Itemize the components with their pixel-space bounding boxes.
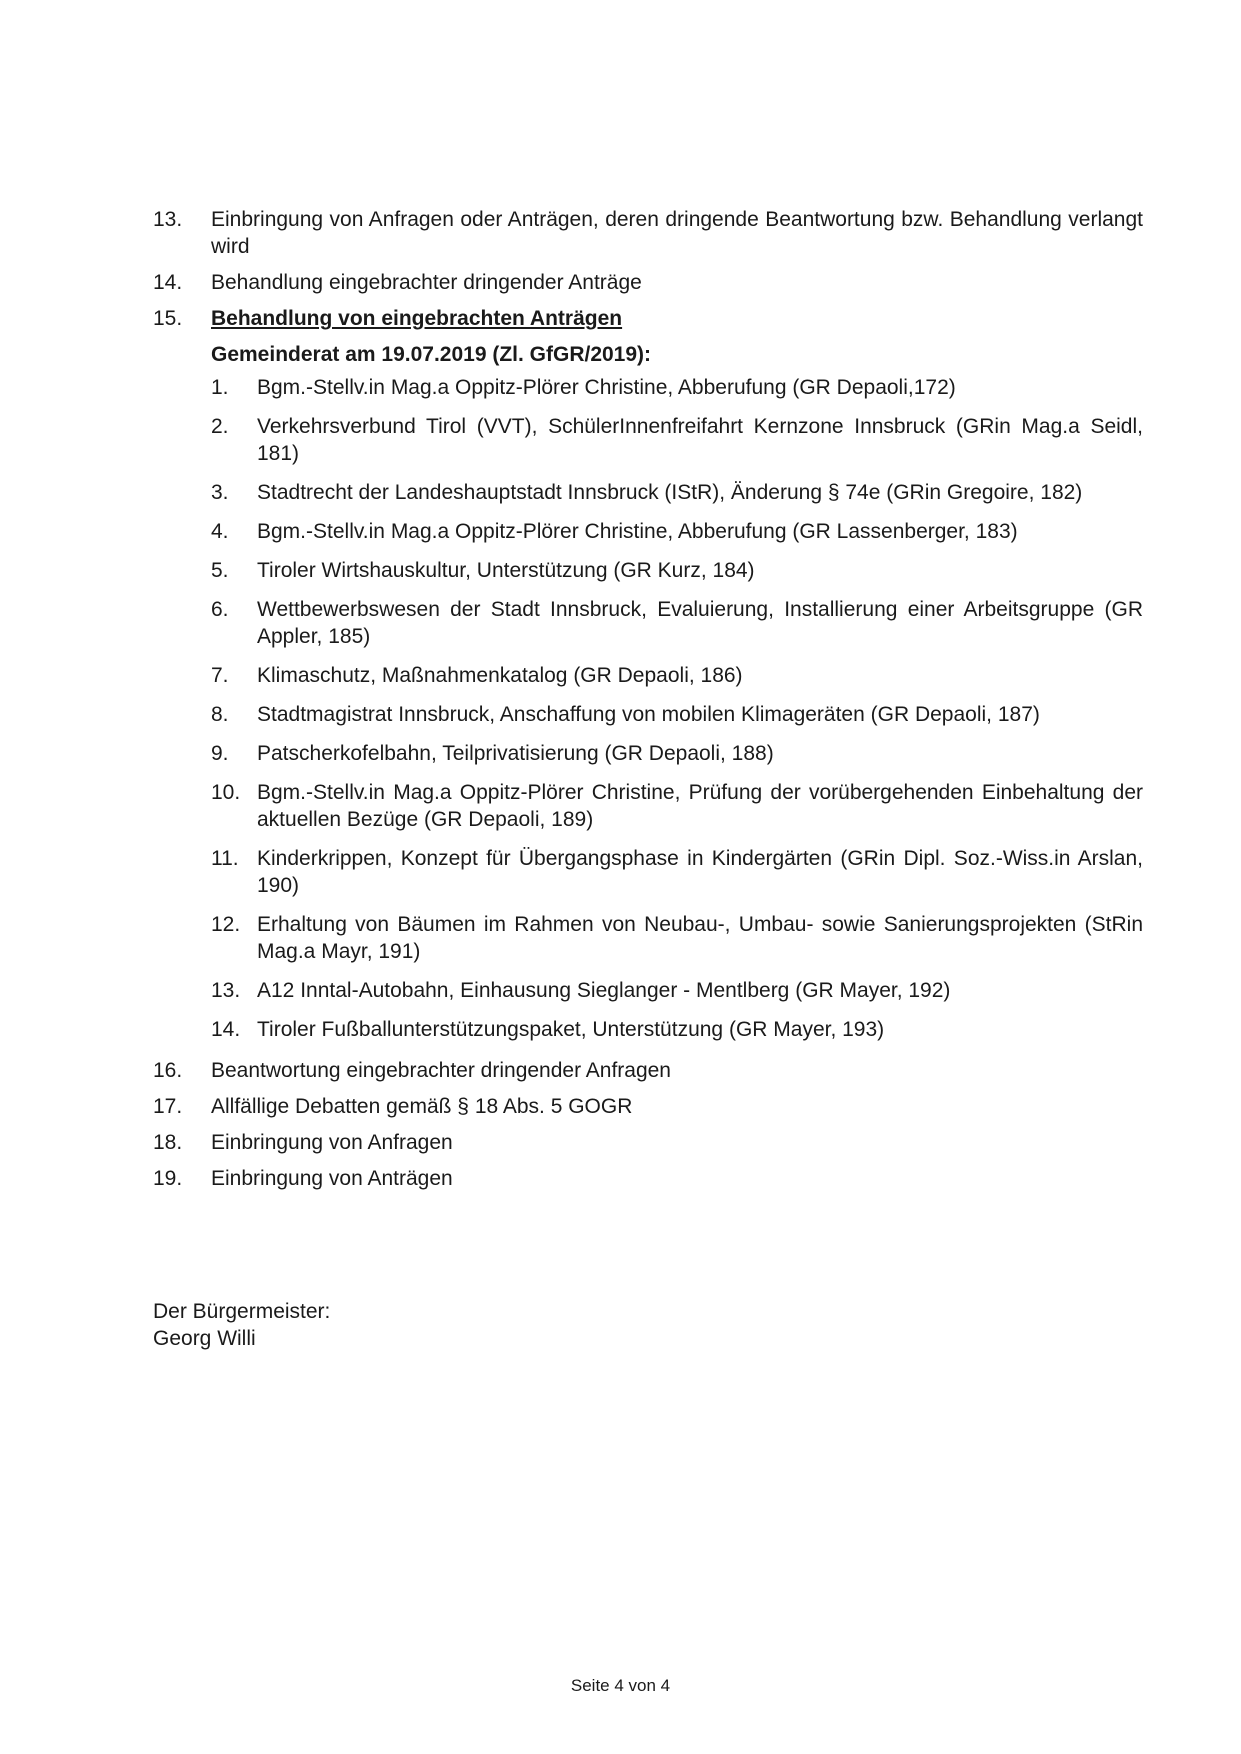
agenda-item-text: Allfällige Debatten gemäß § 18 Abs. 5 GOGR: [211, 1095, 633, 1118]
motion-text: Verkehrsverbund Tirol (VVT), SchülerInnenfreifahrt Kernzone Innsbruck (GRin Mag.a Seidl, 181): [257, 415, 1143, 465]
agenda-item-text: Einbringung von Anfragen oder Anträgen, deren dringende Beantwortung bzw. Behandlung verlangt wird: [211, 208, 1143, 258]
agenda-item-number: 18.: [153, 1131, 183, 1154]
motion-number: 1.: [211, 376, 229, 399]
agenda-item-text: Einbringung von Anfragen: [211, 1131, 453, 1154]
agenda-item-number: 15.: [153, 307, 183, 330]
signature-role: Der Bürgermeister:: [153, 1300, 331, 1323]
motion-item: [211, 845, 1143, 899]
agenda-item-number: 16.: [153, 1059, 183, 1082]
agenda-item-16: [153, 1057, 1143, 1084]
motion-number: 2.: [211, 415, 229, 438]
motion-item: [211, 413, 1143, 467]
motion-number: 7.: [211, 664, 229, 687]
signature-block: [153, 1298, 330, 1352]
motion-item: [211, 596, 1143, 650]
motion-item: [211, 374, 1143, 401]
motion-text: Patscherkofelbahn, Teilprivatisierung (GR Depaoli, 188): [257, 742, 774, 765]
motion-item: [211, 977, 1143, 1004]
signature-name: Georg Willi: [153, 1327, 256, 1350]
agenda-item-text: Behandlung eingebrachter dringender Anträge: [211, 271, 642, 294]
motions-list: [153, 374, 1143, 1043]
motion-number: 9.: [211, 742, 229, 765]
motion-number: 6.: [211, 598, 229, 621]
motion-text: Stadtmagistrat Innsbruck, Anschaffung von mobilen Klimageräten (GR Depaoli, 187): [257, 703, 1040, 726]
motion-number: 10.: [211, 781, 241, 804]
motion-item: [211, 911, 1143, 965]
motion-item: [211, 518, 1143, 545]
motion-number: 13.: [211, 979, 241, 1002]
motion-number: 8.: [211, 703, 229, 726]
motion-item: [211, 479, 1143, 506]
motion-item: [211, 1016, 1143, 1043]
agenda-item-19: [153, 1165, 1143, 1192]
section-title: Behandlung von eingebrachten Anträgen: [211, 307, 623, 330]
agenda-list: [153, 206, 1143, 1201]
motion-text: Tiroler Fußballunterstützungspaket, Unterstützung (GR Mayer, 193): [257, 1018, 885, 1041]
motion-item: [211, 662, 1143, 689]
agenda-item-text: Einbringung von Anträgen: [211, 1167, 453, 1190]
motion-text: Stadtrecht der Landeshauptstadt Innsbruck (IStR), Änderung § 74e (GRin Gregoire, 182): [257, 481, 1083, 504]
motion-item: [211, 557, 1143, 584]
agenda-item-18: [153, 1129, 1143, 1156]
motion-item: [211, 701, 1143, 728]
motion-text: Erhaltung von Bäumen im Rahmen von Neubau-, Umbau- sowie Sanierungsprojekten (StRin Mag.a Mayr, 191): [257, 913, 1143, 963]
agenda-item-number: 19.: [153, 1167, 183, 1190]
agenda-item-text: Beantwortung eingebrachter dringender Anfragen: [211, 1059, 671, 1082]
page-number: Seite 4 von 4: [570, 1676, 671, 1695]
motion-number: 12.: [211, 913, 241, 936]
motion-text: Kinderkrippen, Konzept für Übergangsphase in Kindergärten (GRin Dipl. Soz.-Wiss.in Arslan, 190): [257, 847, 1143, 897]
motion-number: 11.: [211, 847, 239, 870]
motion-number: 3.: [211, 481, 229, 504]
agenda-item-14: [153, 269, 1143, 296]
motion-text: Bgm.-Stellv.in Mag.a Oppitz-Plörer Christine, Abberufung (GR Lassenberger, 183): [257, 520, 1018, 543]
motion-text: Tiroler Wirtshauskultur, Unterstützung (GR Kurz, 184): [257, 559, 755, 582]
motion-item: [211, 779, 1143, 833]
agenda-item-13: [153, 206, 1143, 260]
motion-item: [211, 740, 1143, 767]
motion-number: 4.: [211, 520, 229, 543]
motion-number: 5.: [211, 559, 229, 582]
motion-text: Wettbewerbswesen der Stadt Innsbruck, Evaluierung, Installierung einer Arbeitsgruppe (GR Appler, 185): [257, 598, 1143, 648]
agenda-item-number: 13.: [153, 208, 183, 231]
motion-number: 14.: [211, 1018, 241, 1041]
agenda-item-15: [153, 305, 1143, 332]
session-heading: Gemeinderat am 19.07.2019 (Zl. GfGR/2019):: [211, 343, 652, 366]
motion-text: Bgm.-Stellv.in Mag.a Oppitz-Plörer Christine, Abberufung (GR Depaoli,172): [257, 376, 956, 399]
agenda-item-number: 14.: [153, 271, 183, 294]
motion-text: Bgm.-Stellv.in Mag.a Oppitz-Plörer Christine, Prüfung der vorübergehenden Einbehaltung der aktuellen Bezüge (GR Depaoli, 189): [257, 781, 1143, 831]
motion-text: Klimaschutz, Maßnahmenkatalog (GR Depaoli, 186): [257, 664, 743, 687]
motion-text: A12 Inntal-Autobahn, Einhausung Sieglanger - Mentlberg (GR Mayer, 192): [257, 979, 951, 1002]
agenda-item-number: 17.: [153, 1095, 183, 1118]
agenda-item-17: [153, 1093, 1143, 1120]
